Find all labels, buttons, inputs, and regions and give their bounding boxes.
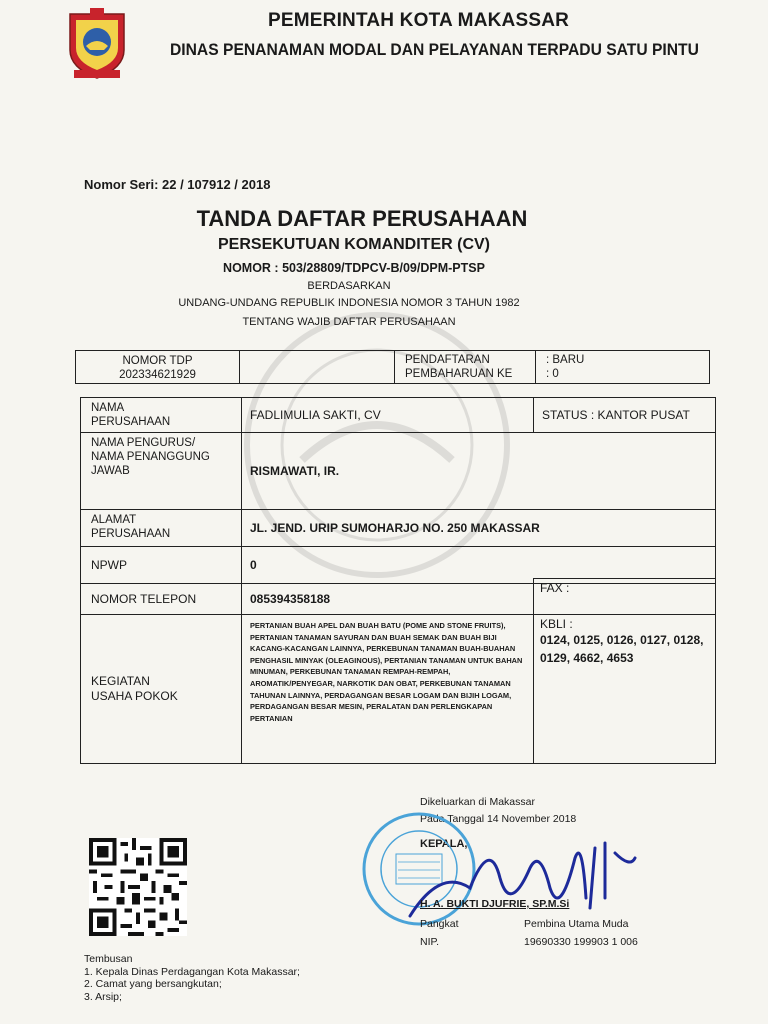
legal-basis-line3: TENTANG WAJIB DAFTAR PERUSAHAAN xyxy=(242,316,456,328)
nip-value: 19690330 199903 1 006 xyxy=(524,936,638,948)
legal-basis-line2: UNDANG-UNDANG REPUBLIK INDONESIA NOMOR 3 TAHUN 1982 xyxy=(178,297,520,309)
manager-value: RISMAWATI, IR. xyxy=(241,432,716,510)
registration-cell xyxy=(394,350,536,384)
signatory-name: H. A. BUKTI DJUFRIE, SP.M.Si xyxy=(420,898,570,910)
phone-label: NOMOR TELEPON xyxy=(80,583,242,615)
fax-cell xyxy=(533,578,716,615)
kbli-label: KBLI : xyxy=(540,617,573,631)
spacer-cell xyxy=(239,350,395,384)
kbli-codes: 0124, 0125, 0126, 0127, 0128, 0129, 4662, 4653 xyxy=(540,633,704,665)
legal-basis-line1: BERDASARKAN xyxy=(307,280,391,292)
document-title: TANDA DAFTAR PERUSAHAAN xyxy=(196,206,528,231)
government-title: PEMERINTAH KOTA MAKASSAR xyxy=(268,10,570,31)
serial-number: Nomor Seri: 22 / 107912 / 2018 xyxy=(84,177,271,192)
rank-label: Pangkat xyxy=(420,918,459,930)
pembaharuan-value: : 0 xyxy=(546,368,559,380)
registration-values-cell xyxy=(535,350,710,384)
manager-label: NAMA PENGURUS/ NAMA PENANGGUNG JAWAB xyxy=(80,432,242,510)
nomor-tdp-value: 202334621929 xyxy=(119,369,196,381)
company-name-label: NAMA PERUSAHAAN xyxy=(80,397,242,433)
tembusan-item: 1. Kepala Dinas Perdagangan Kota Makassar; xyxy=(84,965,300,978)
pembaharuan-label: PEMBAHARUAN KE xyxy=(405,368,513,380)
tembusan-title: Tembusan xyxy=(84,953,133,965)
tembusan-item: 2. Camat yang bersangkutan; xyxy=(84,978,222,990)
nip-label: NIP. xyxy=(420,936,440,948)
phone-value: 085394358188 xyxy=(241,583,534,615)
address-value: JL. JEND. URIP SUMOHARJO NO. 250 MAKASSAR xyxy=(241,509,716,547)
issued-place: Dikeluarkan di Makassar xyxy=(420,796,535,808)
company-status: STATUS : KANTOR PUSAT xyxy=(533,397,716,433)
signatory-position: KEPALA, xyxy=(420,838,468,850)
pendaftaran-value: : BARU xyxy=(546,354,585,366)
npwp-label: NPWP xyxy=(80,546,242,584)
kbli-cell xyxy=(533,614,716,764)
address-label: ALAMAT PERUSAHAAN xyxy=(80,509,242,547)
pendaftaran-label: PENDAFTARAN xyxy=(405,354,490,366)
business-activity-label: KEGIATAN USAHA POKOK xyxy=(80,614,242,764)
document-subtitle: PERSEKUTUAN KOMANDITER (CV) xyxy=(218,236,490,253)
city-crest-logo xyxy=(62,6,132,82)
tembusan-section xyxy=(84,953,300,1003)
agency-title: DINAS PENANAMAN MODAL DAN PELAYANAN TERPADU SATU PINTU xyxy=(170,40,699,59)
nomor-tdp-cell xyxy=(75,350,240,384)
qr-code xyxy=(88,838,188,936)
issued-date: Pada Tanggal 14 November 2018 xyxy=(420,813,577,825)
tembusan-item: 3. Arsip; xyxy=(84,990,122,1003)
company-name-value: FADLIMULIA SAKTI, CV xyxy=(241,397,534,433)
rank-value: Pembina Utama Muda xyxy=(524,918,629,930)
nomor-tdp-label: NOMOR TDP xyxy=(122,355,193,367)
business-activity-value: PERTANIAN BUAH APEL DAN BUAH BATU (POME AND STONE FRUITS), PERTANIAN TANAMAN SAYURAN DAN BUAH SEMAK DAN BUAH BIJI KACANG-KACANGAN LAINNYA, PERKEBUNAN TANAMAN BUAH-BUAHAN PENGHASIL MINYAK (OLEAGINOUS), PERTANIAN TANAMAN UNTUK BAHAN MINUMAN, PERKEBUNAN TANAMAN REMPAH-REMPAH, AROMATIK/PENYEGAR, NARKOTIK DAN OBAT, PERKEBUNAN TANAMAN TAHUNAN LAINNYA, PERDAGANGAN BESAR LOGAM DAN BIJIH LOGAM, PERDAGANGAN BESAR MESIN, PERALATAN DAN PERLENGKAPAN PERTANIAN xyxy=(241,614,534,764)
fax-label: FAX : xyxy=(540,581,570,595)
npwp-value: 0 xyxy=(241,546,716,584)
document-number: NOMOR : 503/28809/TDPCV-B/09/DPM-PTSP xyxy=(223,261,485,275)
